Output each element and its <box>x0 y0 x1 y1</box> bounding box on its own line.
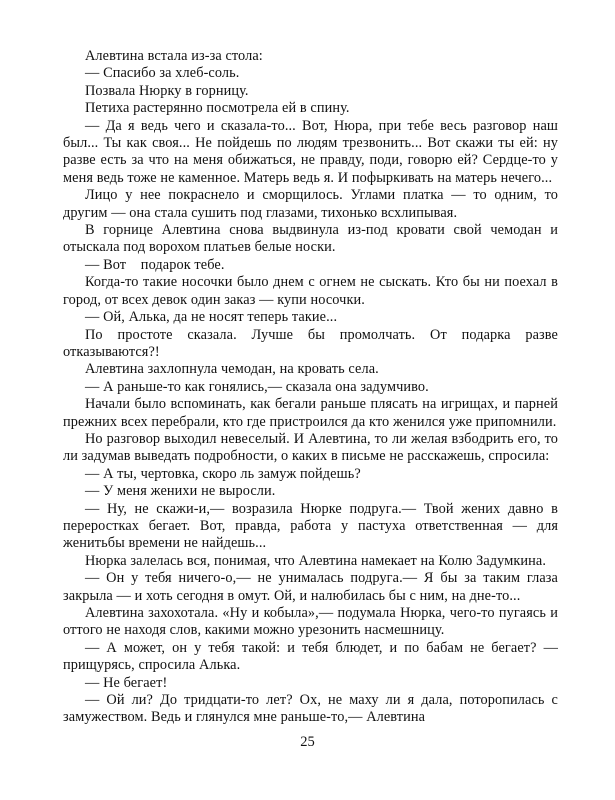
paragraph: — Вот подарок тебе. <box>85 256 225 273</box>
paragraph: Алевтина захлопнула чемодан, на кровать села. <box>85 361 379 378</box>
paragraph: — У меня женихи не выросли. <box>85 483 276 500</box>
paragraph: По простоте сказала. Лучше бы промолчать. От подарка разве отказываются?! <box>63 326 558 360</box>
paragraph: — А ты, чертовка, скоро ль замуж пойдешь? <box>85 465 361 482</box>
page-number: 25 <box>300 734 315 750</box>
paragraph: — Не бегает! <box>85 674 168 691</box>
body-text <box>63 48 558 727</box>
paragraph: Алевтина встала из-за стола: <box>85 48 263 64</box>
paragraph: — А раньше-то как гонялись,— сказала она задумчиво. <box>85 378 429 395</box>
paragraph: Нюрка залелась вся, понимая, что Алевтина намекает на Колю Задумкина. <box>85 552 547 569</box>
paragraph: Петиха растерянно посмотрела ей в спину. <box>85 100 350 117</box>
paragraph: — Да я ведь чего и сказала-то... Вот, Нюра, при тебе весь разговор наш был... Ты как своя... Не пойдешь по людям трезвонить... Вот скажи ты ей: ну разве есть за что на меня обижаться, не правду, поди, говорю ей? Сердце-то у меня ведь тоже не каменное. Матерь ведь я. И пофыркивать на матерь нечего... <box>63 117 558 186</box>
paragraph: — А может, он у тебя такой: и тебя блюдет, и по бабам не бегает? — прищурясь, спросила Алька. <box>63 639 558 674</box>
paragraph: Начали было вспоминать, как бегали раньше плясать на игрищах, и парней прежних всех перебрали, кто где пристроился да кто женился уже припомнили. <box>63 396 558 430</box>
paragraph: Когда-то такие носочки было днем с огнем не сыскать. Кто бы ни поехал в город, от всех девок один заказ — купи носочки. <box>63 274 558 308</box>
paragraph: Позвала Нюрку в горницу. <box>85 82 249 99</box>
paragraph: Алевтина захохотала. «Ну и кобыла»,— подумала Нюрка, чего-то пугаясь и оттого не находя слов, какими можно урезонить насмешницу. <box>63 605 558 639</box>
paragraph: В горнице Алевтина снова выдвинула из-под кровати свой чемодан и отыскала под ворохом платьев белые носки. <box>63 222 558 256</box>
paragraph: Лицо у нее покраснело и сморщилось. Углами платка — то одним, то другим — она стала сушить под глазами, тихонько всхлипывая. <box>63 187 558 221</box>
paragraph: — Ой, Алька, да не носят теперь такие... <box>85 309 338 326</box>
paragraph: — Ой ли? До тридцати-то лет? Ох, не маху ли я дала, поторопилась с замужеством. Ведь и глянулся мне раньше-то,— Алевтина <box>63 692 558 726</box>
paragraph: — Ну, не скажи-и,— возразила Нюрке подруга.— Твой жених давно в переростках бегает. Вот, правда, работа у пастуха ответственная — для женитьбы времени не найдешь... <box>63 500 558 552</box>
paragraph: — Спасибо за хлеб-соль. <box>85 65 240 82</box>
paragraph: — Он у тебя ничего-о,— не унималась подруга.— Я бы за таким глаза закрыла — и хоть сегодня в омут. Ой, и налюбилась бы с ним, на дне-то... <box>63 570 558 604</box>
paragraph: Но разговор выходил невеселый. И Алевтина, то ли желая взбодрить его, то ли задумав выведать подробности, о каких в письме не расскажешь, спросила: <box>63 430 558 465</box>
